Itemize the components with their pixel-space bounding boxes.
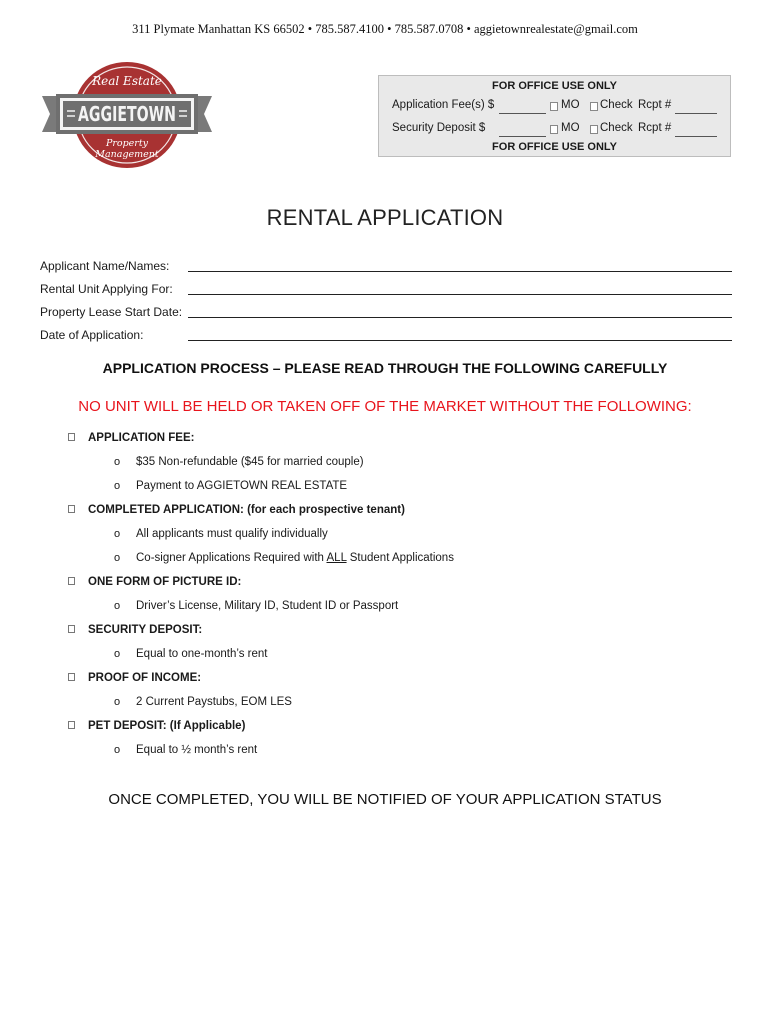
- aggietown-logo: [38, 58, 216, 172]
- office-use-box: [378, 75, 731, 157]
- list-item: [114, 456, 364, 468]
- checkbox-icon[interactable]: [68, 721, 75, 729]
- rental-unit-field: [40, 282, 732, 300]
- list-item-text: Equal to ½ month’s rent: [136, 744, 258, 756]
- logo-bottom-text-2: Management: [95, 149, 159, 160]
- lease-start-field: [40, 305, 732, 323]
- requirement-title: COMPLETED APPLICATION: (for each prospective tenant): [88, 504, 405, 516]
- checkbox-icon[interactable]: [68, 433, 75, 441]
- list-item: [114, 480, 347, 492]
- checkbox-icon[interactable]: [68, 673, 75, 681]
- list-item-text: [136, 552, 454, 564]
- application-date-field: [40, 328, 732, 346]
- check-checkbox[interactable]: [590, 125, 598, 134]
- requirement-title: APPLICATION FEE:: [88, 432, 195, 444]
- office-row-application-fee: [392, 99, 722, 115]
- application-fee-blank[interactable]: [499, 113, 546, 114]
- rental-unit-line[interactable]: [188, 294, 732, 295]
- list-item: [114, 648, 267, 660]
- check-checkbox[interactable]: [590, 102, 598, 111]
- bullet-icon: o: [114, 696, 121, 708]
- bullet-icon: o: [114, 552, 121, 564]
- list-item-text: 2 Current Paystubs, EOM LES: [136, 696, 292, 708]
- check-label: Check: [600, 122, 633, 134]
- bullet-icon: o: [114, 600, 121, 612]
- rcpt-label: Rcpt #: [638, 99, 672, 111]
- requirement-title: SECURITY DEPOSIT:: [88, 624, 203, 636]
- bullet-icon: o: [114, 648, 121, 660]
- application-date-label: Date of Application:: [40, 328, 144, 342]
- mo-checkbox[interactable]: [550, 125, 558, 134]
- lease-start-line[interactable]: [188, 317, 732, 318]
- rcpt-label: Rcpt #: [638, 122, 672, 134]
- list-item: [114, 600, 398, 612]
- logo-graphic: [38, 58, 216, 172]
- list-item-text: Equal to one-month’s rent: [136, 648, 268, 660]
- checkbox-icon[interactable]: [68, 505, 75, 513]
- list-item: [114, 528, 328, 540]
- list-item-text: Driver’s License, Military ID, Student ID or Passport: [136, 600, 399, 612]
- requirement-title: ONE FORM OF PICTURE ID:: [88, 576, 242, 588]
- requirement-application-fee: [68, 432, 194, 444]
- applicant-name-label: Applicant Name/Names:: [40, 259, 170, 273]
- applicant-name-field: [40, 259, 732, 277]
- cosigner-text-before: Co-signer Applications Required with: [136, 552, 327, 564]
- lease-start-label: Property Lease Start Date:: [40, 305, 183, 319]
- requirement-proof-of-income: [68, 672, 201, 684]
- requirement-title: PET DEPOSIT: (If Applicable): [88, 720, 246, 732]
- security-deposit-blank[interactable]: [499, 136, 546, 137]
- applicant-name-line[interactable]: [188, 271, 732, 272]
- checkbox-icon[interactable]: [68, 625, 75, 633]
- bullet-icon: o: [114, 456, 121, 468]
- mo-label: MO: [561, 122, 580, 134]
- bullet-icon: o: [114, 528, 121, 540]
- requirement-title: PROOF OF INCOME:: [88, 672, 202, 684]
- page-title: RENTAL APPLICATION: [266, 205, 504, 230]
- check-label: Check: [600, 99, 633, 111]
- requirement-security-deposit: [68, 624, 202, 636]
- mo-label: MO: [561, 99, 580, 111]
- rcpt-blank[interactable]: [675, 113, 717, 114]
- logo-bottom-text-1: Property: [105, 138, 149, 149]
- list-item-text: All applicants must qualify individually: [136, 528, 328, 540]
- cosigner-text-underlined: ALL: [326, 552, 347, 564]
- bullet-icon: o: [114, 744, 121, 756]
- mo-checkbox[interactable]: [550, 102, 558, 111]
- status-notice: ONCE COMPLETED, YOU WILL BE NOTIFIED OF YOUR APPLICATION STATUS: [108, 791, 662, 808]
- list-item-text: $35 Non-refundable ($45 for married couple): [136, 456, 364, 468]
- cosigner-text-after: Student Applications: [346, 552, 454, 564]
- application-fee-label: Application Fee(s) $: [392, 99, 495, 111]
- contact-line: 311 Plymate Manhattan KS 66502 • 785.587.4100 • 785.587.0708 • aggietownrealestate@gmail.com: [132, 22, 638, 36]
- requirement-picture-id: [68, 576, 241, 588]
- list-item: [114, 696, 292, 708]
- checkbox-icon[interactable]: [68, 577, 75, 585]
- warning-text: NO UNIT WILL BE HELD OR TAKEN OFF OF THE MARKET WITHOUT THE FOLLOWING:: [78, 398, 692, 415]
- logo-name: AGGIETOWN: [78, 102, 176, 126]
- application-date-line[interactable]: [188, 340, 732, 341]
- office-row-security-deposit: [392, 122, 722, 138]
- list-item-text: Payment to AGGIETOWN REAL ESTATE: [136, 480, 348, 492]
- process-heading: APPLICATION PROCESS – PLEASE READ THROUGH THE FOLLOWING CAREFULLY: [102, 360, 668, 376]
- office-use-title-bottom: FOR OFFICE USE ONLY: [492, 141, 617, 153]
- security-deposit-label: Security Deposit $: [392, 122, 486, 134]
- rental-unit-label: Rental Unit Applying For:: [40, 282, 173, 296]
- rcpt-blank[interactable]: [675, 136, 717, 137]
- requirement-completed-application: [68, 504, 405, 516]
- bullet-icon: o: [114, 480, 121, 492]
- list-item: [114, 744, 257, 756]
- office-use-title-top: FOR OFFICE USE ONLY: [492, 80, 617, 92]
- logo-top-text: Real Estate: [92, 74, 162, 88]
- list-item: [114, 552, 454, 564]
- requirement-pet-deposit: [68, 720, 245, 732]
